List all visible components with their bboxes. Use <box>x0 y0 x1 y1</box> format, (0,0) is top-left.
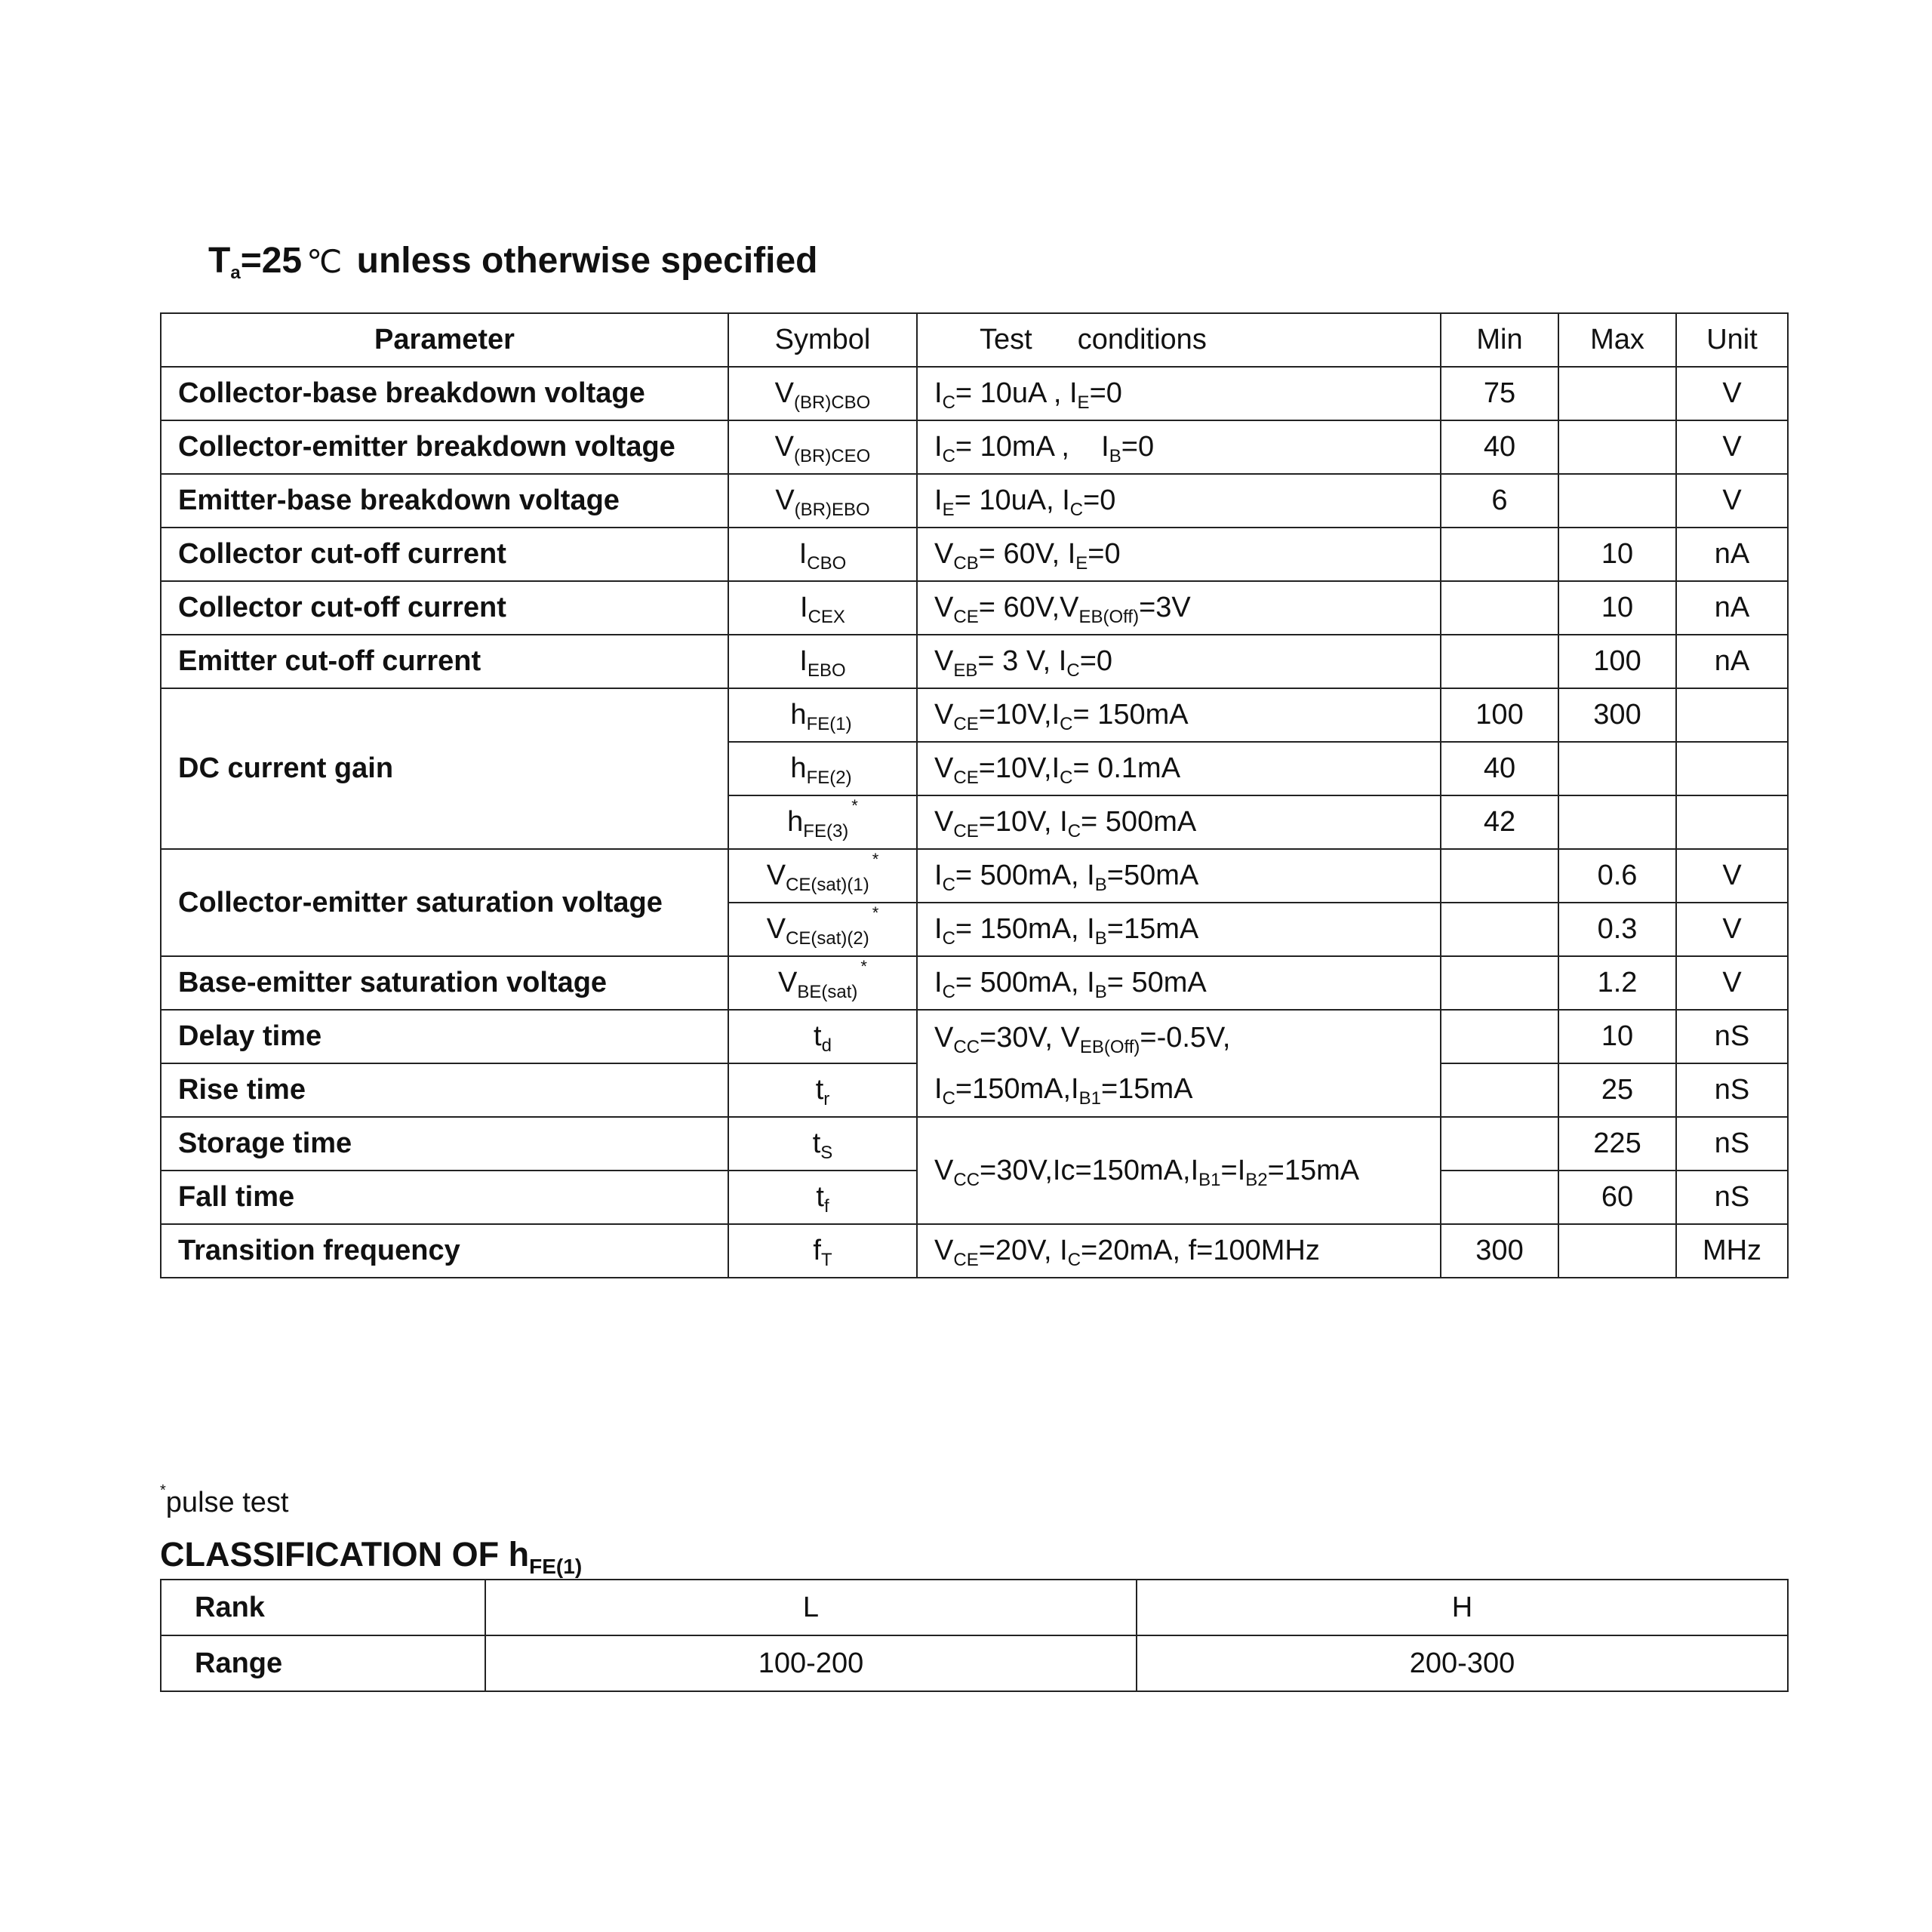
parameter-cell: Collector-base breakdown voltage <box>161 367 728 420</box>
condition-cell: $V_{CE}=20V$, $I_C=20mA$, f=100MHz <box>917 1224 1441 1278</box>
symbol-cell: $h_{FE(1)}$ <box>728 688 917 742</box>
max-cell <box>1558 1224 1676 1278</box>
header-unit: Unit <box>1676 313 1788 367</box>
symbol-cell: $t_d$ <box>728 1010 917 1063</box>
condition-cell: $V_{CC}=30V,Ic=150mA,I_{B1}=I_{B2}=15mA$ <box>917 1117 1441 1224</box>
unit-cell: V <box>1676 420 1788 474</box>
min-cell <box>1441 1171 1558 1224</box>
min-cell: 40 <box>1441 420 1558 474</box>
condition-cell: $V_{CE}=10V$, $I_C= 500mA$ <box>917 795 1441 849</box>
min-cell: 100 <box>1441 688 1558 742</box>
table-header-row <box>161 313 1788 367</box>
condition-cell: $V_{CE}=10V,I_C= 0.1mA$ <box>917 742 1441 795</box>
min-cell: 6 <box>1441 474 1558 528</box>
symbol-cell: $V_{(BR)EBO}$ <box>728 474 917 528</box>
max-cell <box>1558 742 1676 795</box>
unit-cell: nA <box>1676 528 1788 581</box>
condition-cell: $V_{CB}= 60V$, $I_E=0$ <box>917 528 1441 581</box>
max-cell: 225 <box>1558 1117 1676 1171</box>
table-row <box>161 688 1788 742</box>
min-cell <box>1441 635 1558 688</box>
condition-cell: $I_C= 500mA$, $I_B=50mA$ <box>917 849 1441 903</box>
condition-cell: $I_C= 150mA$, $I_B=15mA$ <box>917 903 1441 956</box>
min-cell <box>1441 849 1558 903</box>
parameter-cell: Collector-emitter breakdown voltage <box>161 420 728 474</box>
min-cell: 75 <box>1441 367 1558 420</box>
min-cell: 300 <box>1441 1224 1558 1278</box>
min-cell <box>1441 528 1558 581</box>
symbol-cell: $I_{EBO}$ <box>728 635 917 688</box>
min-cell <box>1441 956 1558 1010</box>
parameter-cell: Base-emitter saturation voltage <box>161 956 728 1010</box>
parameter-cell: Storage time <box>161 1117 728 1171</box>
parameter-cell: Collector cut-off current <box>161 581 728 635</box>
table-row <box>161 581 1788 635</box>
condition-cell: $I_C= 10mA$ , $I_B=0$ <box>917 420 1441 474</box>
unit-cell <box>1676 795 1788 849</box>
unit-cell: V <box>1676 903 1788 956</box>
conditions-heading: $T_a=25$ ℃ unless otherwise specified <box>208 241 818 283</box>
condition-cell: $I_C= 10uA$ , $I_E=0$ <box>917 367 1441 420</box>
unit-cell: V <box>1676 956 1788 1010</box>
min-cell <box>1441 1010 1558 1063</box>
parameter-cell: Emitter-base breakdown voltage <box>161 474 728 528</box>
parameter-cell: Rise time <box>161 1063 728 1117</box>
table-row <box>161 474 1788 528</box>
table-row <box>161 528 1788 581</box>
max-cell: 0.6 <box>1558 849 1676 903</box>
symbol-cell: $t_S$ <box>728 1117 917 1171</box>
header-test-conditions: Test conditions <box>917 313 1441 367</box>
unit-cell: V <box>1676 367 1788 420</box>
table-row <box>161 1635 1788 1691</box>
parameter-cell: DC current gain <box>161 688 728 849</box>
max-cell <box>1558 795 1676 849</box>
symbol-cell: $V_{BE(sat)}^*$ <box>728 956 917 1010</box>
max-cell: 10 <box>1558 581 1676 635</box>
symbol-cell: $h_{FE(3)}^*$ <box>728 795 917 849</box>
unit-cell <box>1676 742 1788 795</box>
min-cell <box>1441 1063 1558 1117</box>
max-cell: 1.2 <box>1558 956 1676 1010</box>
unit-cell <box>1676 688 1788 742</box>
symbol-cell: $h_{FE(2)}$ <box>728 742 917 795</box>
table-row <box>161 1580 1788 1635</box>
condition-cell: $V_{CE}= 60V,V_{EB(Off)}=3V$ <box>917 581 1441 635</box>
unit-cell: nS <box>1676 1171 1788 1224</box>
unit-cell: nA <box>1676 581 1788 635</box>
max-cell: 300 <box>1558 688 1676 742</box>
header-symbol: Symbol <box>728 313 917 367</box>
table-row <box>161 420 1788 474</box>
range-cell: 200-300 <box>1137 1635 1788 1691</box>
rank-label: Rank <box>161 1580 485 1635</box>
range-label: Range <box>161 1635 485 1691</box>
max-cell: 10 <box>1558 1010 1676 1063</box>
condition-cell: $I_E= 10uA$, $I_C=0$ <box>917 474 1441 528</box>
unit-cell: nS <box>1676 1063 1788 1117</box>
min-cell: 40 <box>1441 742 1558 795</box>
min-cell <box>1441 1117 1558 1171</box>
parameter-cell: Transition frequency <box>161 1224 728 1278</box>
symbol-cell: $I_{CEX}$ <box>728 581 917 635</box>
min-cell <box>1441 903 1558 956</box>
classification-table <box>160 1579 1789 1692</box>
table-row <box>161 956 1788 1010</box>
symbol-cell: $t_f$ <box>728 1171 917 1224</box>
min-cell <box>1441 581 1558 635</box>
symbol-cell: $V_{(BR)CBO}$ <box>728 367 917 420</box>
unit-cell: nS <box>1676 1010 1788 1063</box>
max-cell <box>1558 367 1676 420</box>
parameter-cell: Delay time <box>161 1010 728 1063</box>
symbol-cell: $V_{(BR)CEO}$ <box>728 420 917 474</box>
unit-cell: nA <box>1676 635 1788 688</box>
range-cell: 100-200 <box>485 1635 1137 1691</box>
max-cell: 25 <box>1558 1063 1676 1117</box>
unit-cell: V <box>1676 849 1788 903</box>
unit-cell: nS <box>1676 1117 1788 1171</box>
parameter-cell: Collector cut-off current <box>161 528 728 581</box>
symbol-cell: $t_r$ <box>728 1063 917 1117</box>
table-row <box>161 1224 1788 1278</box>
table-row <box>161 1117 1788 1171</box>
condition-cell: $V_{CE}=10V,I_C= 150mA$ <box>917 688 1441 742</box>
condition-cell: $V_{CC}=30V$, $V_{EB(Off)}=-0.5V$, $I_C=150mA,I_{B1}=15mA$ <box>917 1010 1441 1117</box>
classification-title: CLASSIFICATION OF $h_{FE(1)}$ <box>160 1535 583 1578</box>
symbol-cell: $V_{CE(sat)(1)}^*$ <box>728 849 917 903</box>
symbol-cell: $f_T$ <box>728 1224 917 1278</box>
table-row <box>161 635 1788 688</box>
table-row <box>161 367 1788 420</box>
symbol-cell: $I_{CBO}$ <box>728 528 917 581</box>
min-cell: 42 <box>1441 795 1558 849</box>
electrical-characteristics-table <box>160 312 1789 1278</box>
max-cell: 0.3 <box>1558 903 1676 956</box>
condition-cell: $I_C= 500mA$, $I_B= 50mA$ <box>917 956 1441 1010</box>
unit-cell: V <box>1676 474 1788 528</box>
parameter-cell: Fall time <box>161 1171 728 1224</box>
condition-cell: $V_{EB}= 3$ V, $I_C=0$ <box>917 635 1441 688</box>
parameter-cell: Collector-emitter saturation voltage <box>161 849 728 956</box>
rank-cell: L <box>485 1580 1137 1635</box>
unit-cell: MHz <box>1676 1224 1788 1278</box>
table-row <box>161 1010 1788 1063</box>
max-cell: 10 <box>1558 528 1676 581</box>
max-cell: 100 <box>1558 635 1676 688</box>
max-cell: 60 <box>1558 1171 1676 1224</box>
header-min: Min <box>1441 313 1558 367</box>
header-parameter: Parameter <box>161 313 728 367</box>
symbol-cell: $V_{CE(sat)(2)}^*$ <box>728 903 917 956</box>
pulse-test-footnote: *pulse test <box>160 1482 289 1518</box>
rank-cell: H <box>1137 1580 1788 1635</box>
max-cell <box>1558 474 1676 528</box>
header-max: Max <box>1558 313 1676 367</box>
parameter-cell: Emitter cut-off current <box>161 635 728 688</box>
table-row <box>161 849 1788 903</box>
max-cell <box>1558 420 1676 474</box>
